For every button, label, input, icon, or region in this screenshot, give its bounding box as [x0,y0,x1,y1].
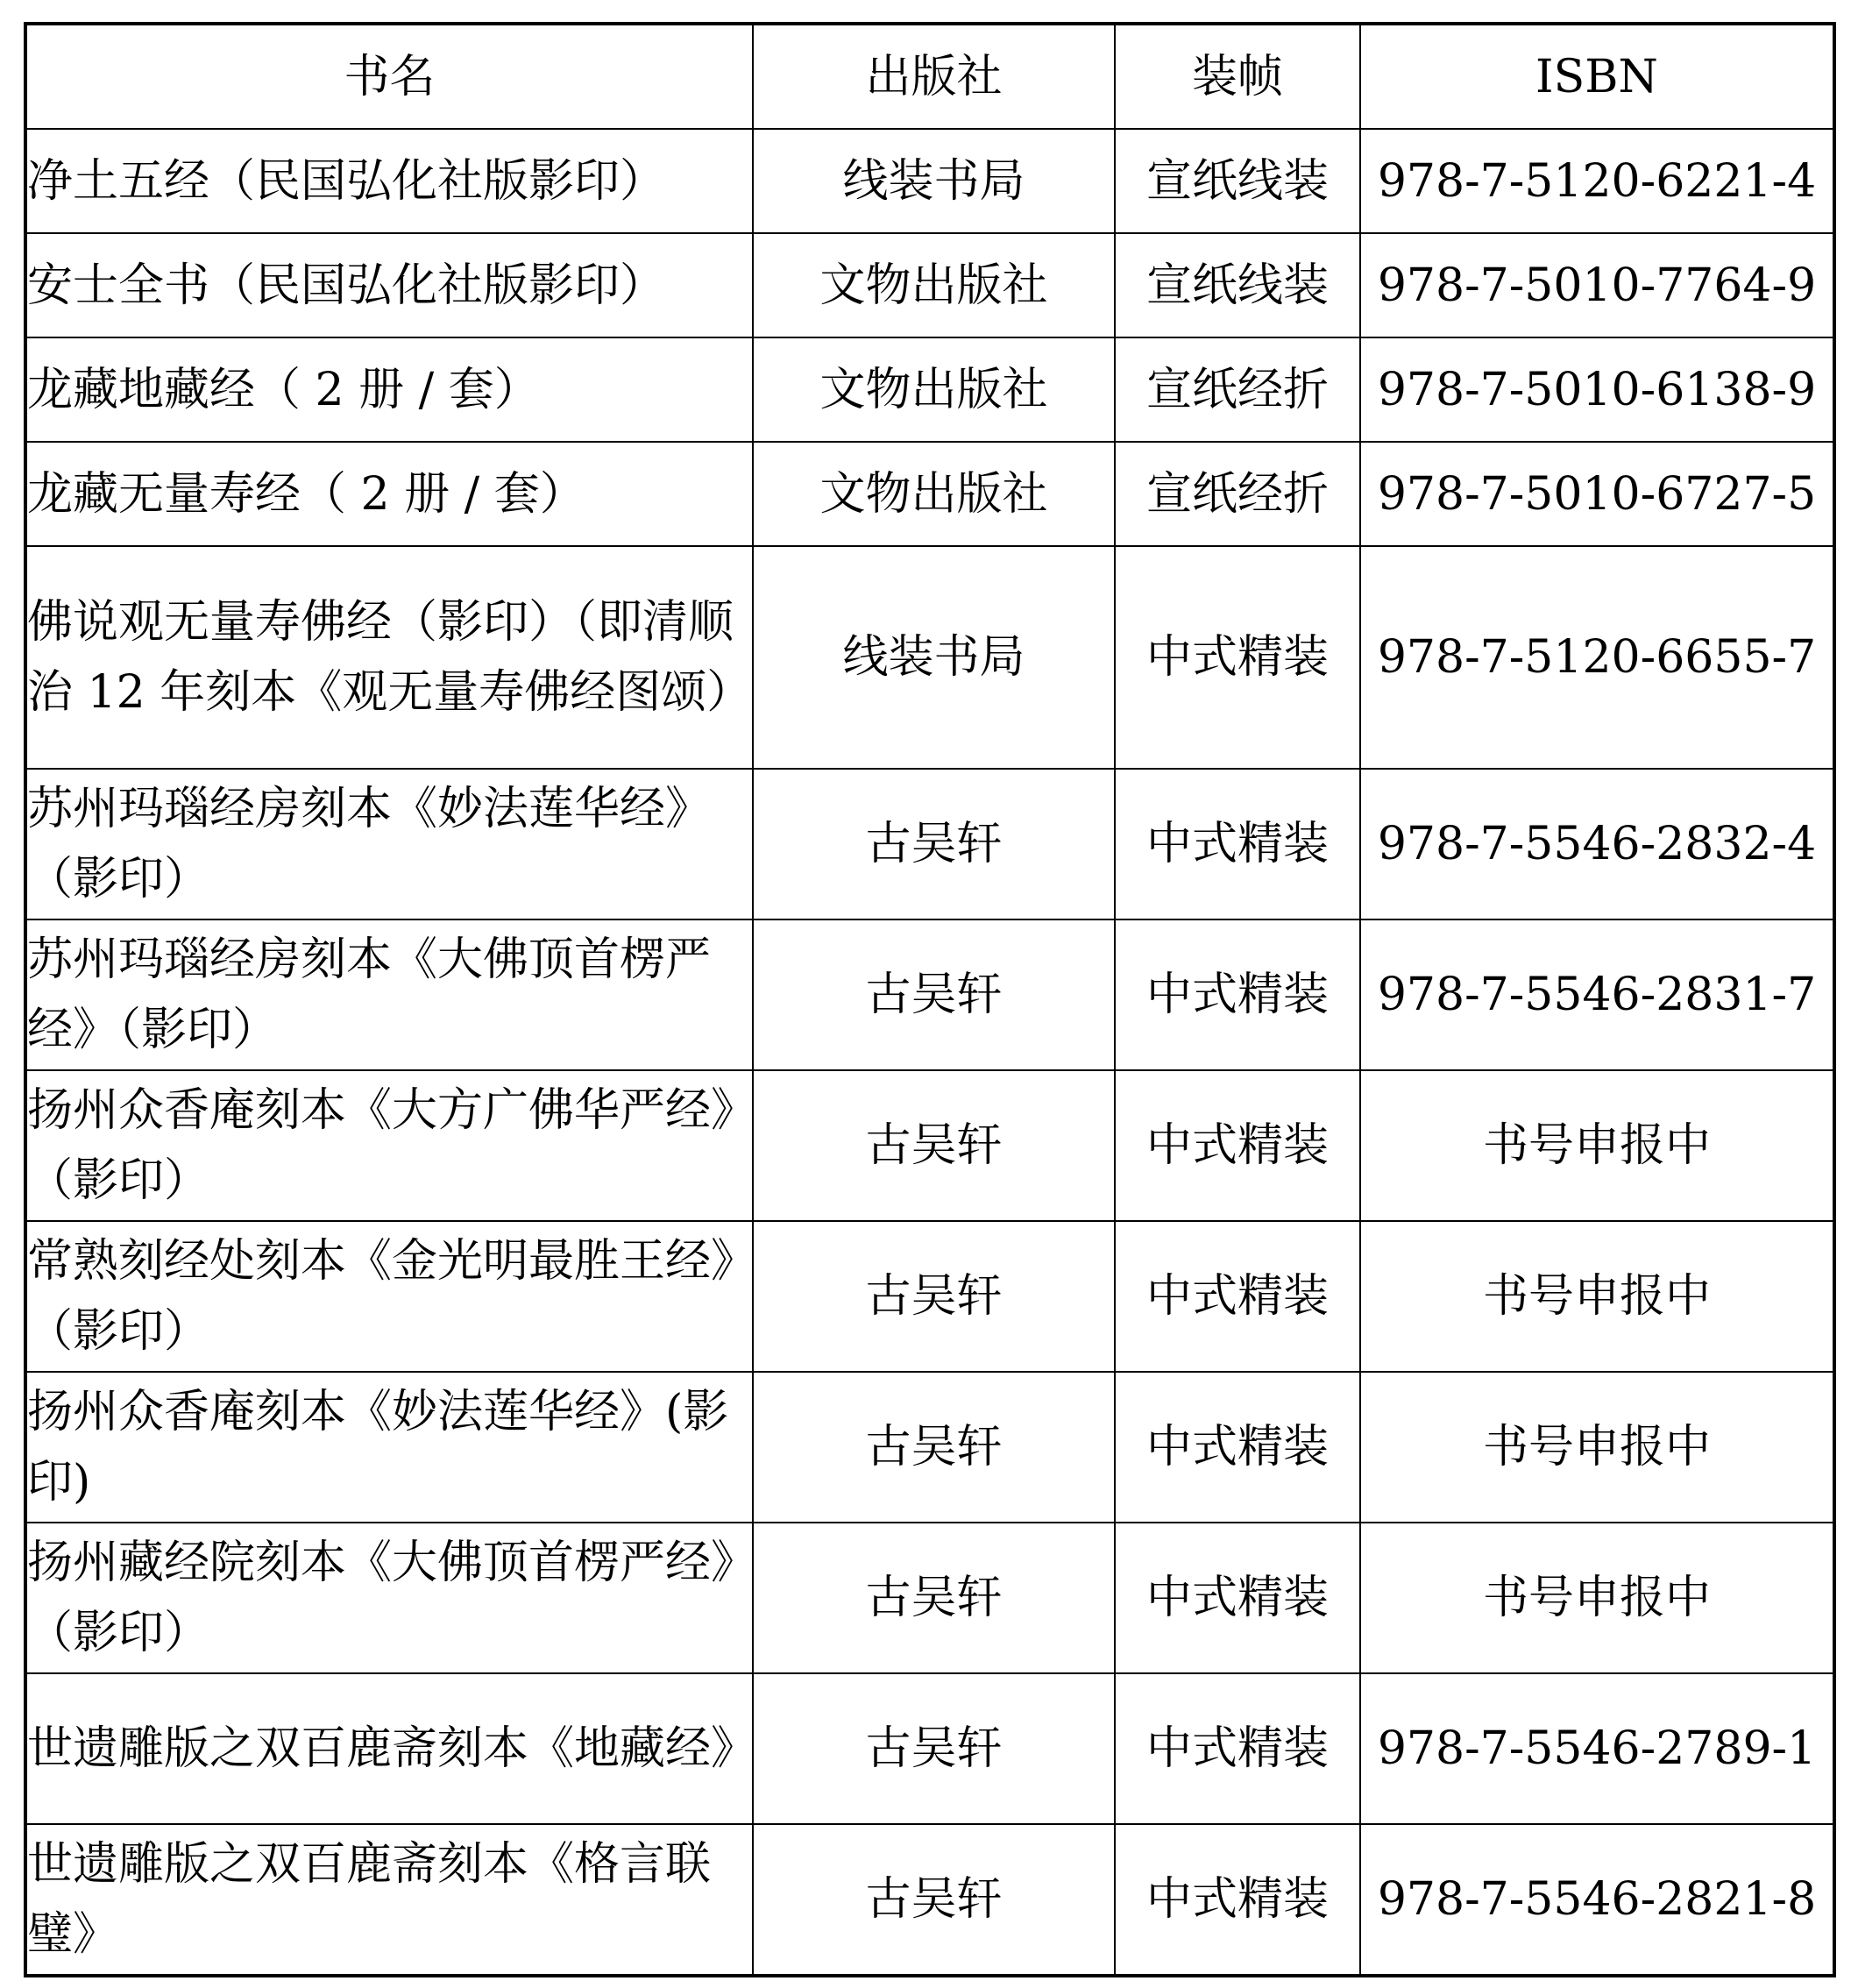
cell-publisher: 文物出版社 [753,442,1115,546]
cell-publisher: 古吴轩 [753,1372,1115,1523]
cell-binding: 中式精装 [1115,919,1360,1070]
cell-publisher: 古吴轩 [753,1070,1115,1221]
header-isbn: ISBN [1360,24,1834,129]
cell-isbn: 978-7-5546-2831-7 [1360,919,1834,1070]
cell-publisher: 文物出版社 [753,233,1115,337]
table-row [25,1070,1834,1221]
cell-title: 龙藏地藏经（ 2 册 / 套） [25,337,753,442]
cell-isbn: 978-7-5120-6655-7 [1360,546,1834,769]
cell-title: 安士全书（民国弘化社版影印） [25,233,753,337]
cell-title: 苏州玛瑙经房刻本《大佛顶首楞严经》（影印） [25,919,753,1070]
cell-binding: 中式精装 [1115,769,1360,919]
cell-isbn: 978-7-5546-2789-1 [1360,1673,1834,1824]
book-list-table [24,22,1836,1977]
cell-publisher: 文物出版社 [753,337,1115,442]
table-row [25,129,1834,233]
cell-publisher: 古吴轩 [753,1673,1115,1824]
cell-isbn: 书号申报中 [1360,1070,1834,1221]
table-row [25,1523,1834,1673]
cell-binding: 中式精装 [1115,1221,1360,1372]
table-row [25,769,1834,919]
cell-isbn: 书号申报中 [1360,1221,1834,1372]
cell-publisher: 古吴轩 [753,1221,1115,1372]
cell-binding: 中式精装 [1115,546,1360,769]
table-row [25,442,1834,546]
cell-publisher: 古吴轩 [753,919,1115,1070]
cell-binding: 中式精装 [1115,1824,1360,1976]
cell-publisher: 古吴轩 [753,769,1115,919]
table-row [25,1221,1834,1372]
cell-isbn: 978-7-5546-2821-8 [1360,1824,1834,1976]
table-row [25,546,1834,769]
cell-isbn: 978-7-5010-6138-9 [1360,337,1834,442]
cell-title: 扬州藏经院刻本《大佛顶首楞严经》（影印） [25,1523,753,1673]
cell-publisher: 线装书局 [753,546,1115,769]
cell-title: 佛说观无量寿佛经（影印）（即清顺治 12 年刻本《观无量寿佛经图颂） [25,546,753,769]
table-row [25,919,1834,1070]
cell-publisher: 古吴轩 [753,1824,1115,1976]
cell-binding: 中式精装 [1115,1070,1360,1221]
cell-isbn: 978-7-5010-6727-5 [1360,442,1834,546]
cell-publisher: 线装书局 [753,129,1115,233]
table-row [25,337,1834,442]
book-table-container [24,22,1836,1977]
cell-title: 扬州众香庵刻本《大方广佛华严经》（影印） [25,1070,753,1221]
cell-binding: 宣纸线装 [1115,129,1360,233]
cell-publisher: 古吴轩 [753,1523,1115,1673]
table-row [25,1824,1834,1976]
cell-isbn: 978-7-5546-2832-4 [1360,769,1834,919]
cell-binding: 中式精装 [1115,1673,1360,1824]
cell-binding: 中式精装 [1115,1372,1360,1523]
header-publisher: 出版社 [753,24,1115,129]
cell-title: 苏州玛瑙经房刻本《妙法莲华经》（影印） [25,769,753,919]
cell-title: 扬州众香庵刻本《妙法莲华经》(影印) [25,1372,753,1523]
cell-binding: 宣纸经折 [1115,442,1360,546]
cell-title: 世遗雕版之双百鹿斋刻本《格言联璧》 [25,1824,753,1976]
cell-title: 世遗雕版之双百鹿斋刻本《地藏经》 [25,1673,753,1824]
cell-binding: 中式精装 [1115,1523,1360,1673]
cell-isbn: 978-7-5120-6221-4 [1360,129,1834,233]
table-header-row [25,24,1834,129]
header-binding: 装帧 [1115,24,1360,129]
cell-title: 龙藏无量寿经（ 2 册 / 套） [25,442,753,546]
table-row [25,1372,1834,1523]
cell-isbn: 978-7-5010-7764-9 [1360,233,1834,337]
table-row [25,1673,1834,1824]
cell-isbn: 书号申报中 [1360,1372,1834,1523]
cell-isbn: 书号申报中 [1360,1523,1834,1673]
cell-binding: 宣纸经折 [1115,337,1360,442]
cell-binding: 宣纸线装 [1115,233,1360,337]
table-row [25,233,1834,337]
header-title: 书名 [25,24,753,129]
cell-title: 净土五经（民国弘化社版影印） [25,129,753,233]
cell-title: 常熟刻经处刻本《金光明最胜王经》（影印） [25,1221,753,1372]
